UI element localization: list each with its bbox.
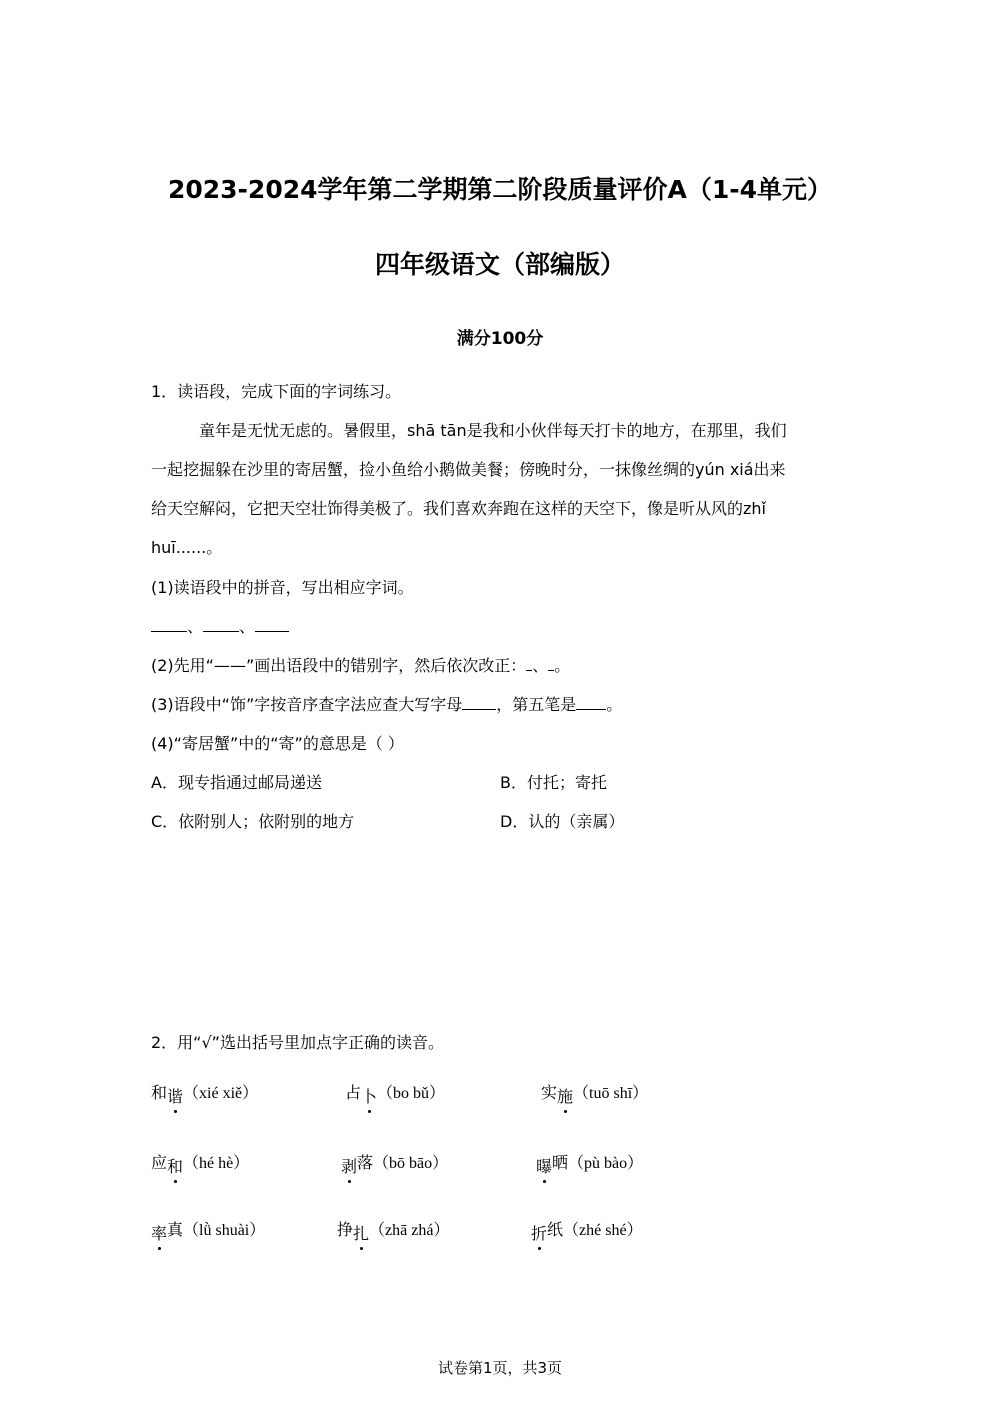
answer-blank-7[interactable]: [576, 695, 606, 710]
answer-blank-2[interactable]: [203, 617, 239, 632]
option-a[interactable]: A．现专指通过邮局递送: [151, 773, 322, 792]
q2-dotted-char: 率: [151, 1221, 167, 1244]
q2-dotted-char: 剥: [341, 1154, 357, 1177]
q2-stem: 2．用“√”选出括号里加点字正确的读音。: [151, 1033, 444, 1052]
answer-blank-6[interactable]: [462, 695, 496, 710]
page-footer: 试卷第1页，共3页: [437, 1359, 563, 1377]
q2-char: 落: [357, 1153, 374, 1172]
q1-sub1: (1)读语段中的拼音，写出相应字词。: [151, 578, 414, 597]
q1-sub3-end: 。: [606, 695, 623, 714]
q2-char: 实: [541, 1083, 558, 1102]
q2-item-6: [536, 1150, 644, 1176]
q1-sub3-text-2: ，第五笔是: [496, 695, 577, 714]
q2-item-5: [341, 1150, 449, 1176]
exam-title: 2023-2024学年第二学期第二阶段质量评价A（1-4单元）: [167, 175, 833, 204]
q1-paragraph-line-3: 给天空解闷，它把天空壮饰得美极了。我们喜欢奔跑在这样的天空下，像是听从风的zhǐ: [151, 499, 766, 518]
q1-sub3: [151, 692, 622, 715]
blank-separator: 、: [239, 617, 256, 636]
q2-char: 占: [345, 1083, 362, 1102]
option-c[interactable]: C．依附别人；依附别的地方: [151, 812, 355, 831]
q2-item-7: [151, 1217, 266, 1243]
q1-sub2-end: 。: [554, 656, 571, 675]
q1-paragraph-line-1: 童年是无忧无虑的。暑假里，shā tān是我和小伙伴每天打卡的地方，在那里，我们: [199, 421, 787, 440]
q2-item-1: [151, 1080, 259, 1106]
q2-dotted-char: 曝: [536, 1154, 552, 1177]
q2-char: 晒: [552, 1153, 569, 1172]
q1-sub1-answer-blanks: [151, 614, 289, 637]
q1-sub2-text: (2)先用“——”画出语段中的错别字，然后依次改正：: [151, 656, 527, 675]
q2-char: 和: [151, 1083, 168, 1102]
q2-pinyin-choices[interactable]: （pù bào）: [568, 1155, 644, 1172]
q2-pinyin-choices[interactable]: （hé hè）: [183, 1155, 250, 1172]
q1-paragraph-line-2: 一起挖掘躲在沙里的寄居蟹，捡小鱼给小鹅做美餐；傍晚时分，一抹像丝绸的yún xiá出来: [151, 460, 786, 479]
q1-sub4: (4)“寄居蟹”中的“寄”的意思是（ ）: [151, 734, 404, 753]
option-b[interactable]: B．付托；寄托: [500, 773, 607, 792]
q2-pinyin-choices[interactable]: （xié xiě）: [183, 1085, 259, 1102]
q2-dotted-char: 施: [557, 1084, 573, 1107]
q2-dotted-char: 卜: [361, 1084, 377, 1107]
option-d[interactable]: D．认的（亲属）: [500, 812, 625, 831]
q2-dotted-char: 和: [167, 1154, 183, 1177]
q2-pinyin-choices[interactable]: （zhé shé）: [563, 1222, 643, 1239]
exam-subtitle: 四年级语文（部编版）: [374, 250, 625, 279]
q2-pinyin-choices[interactable]: （bo bǔ）: [377, 1085, 446, 1102]
q2-item-4: [151, 1150, 250, 1176]
q2-item-3: [541, 1080, 649, 1106]
q2-char: 应: [151, 1153, 168, 1172]
q1-sub3-text: (3)语段中“饰”字按音序查字法应查大写字母: [151, 695, 463, 714]
q2-char: 真: [167, 1220, 184, 1239]
q2-pinyin-choices[interactable]: （tuō shī）: [573, 1085, 649, 1102]
q2-char: 挣: [337, 1220, 354, 1239]
blank-separator: 、: [187, 617, 204, 636]
answer-blank-3[interactable]: [255, 617, 289, 632]
q2-pinyin-choices[interactable]: （bō bāo）: [373, 1155, 449, 1172]
blank-separator: 、: [532, 656, 549, 675]
q2-char: 纸: [547, 1220, 564, 1239]
q1-stem: 1．读语段，完成下面的字词练习。: [151, 382, 402, 401]
q2-dotted-char: 扎: [353, 1221, 369, 1244]
q2-dotted-char: 折: [531, 1221, 547, 1244]
answer-blank-1[interactable]: [151, 617, 187, 632]
full-score: 满分100分: [456, 329, 544, 349]
q1-paragraph-line-4: huī......。: [151, 538, 223, 557]
q2-item-2: [345, 1080, 446, 1106]
q2-item-8: [337, 1217, 450, 1243]
q2-item-9: [531, 1217, 643, 1243]
q1-sub2: [151, 653, 570, 676]
q2-pinyin-choices[interactable]: （lǜ shuài）: [183, 1222, 266, 1239]
q2-pinyin-choices[interactable]: （zhā zhá）: [369, 1222, 450, 1239]
q2-dotted-char: 谐: [167, 1084, 183, 1107]
